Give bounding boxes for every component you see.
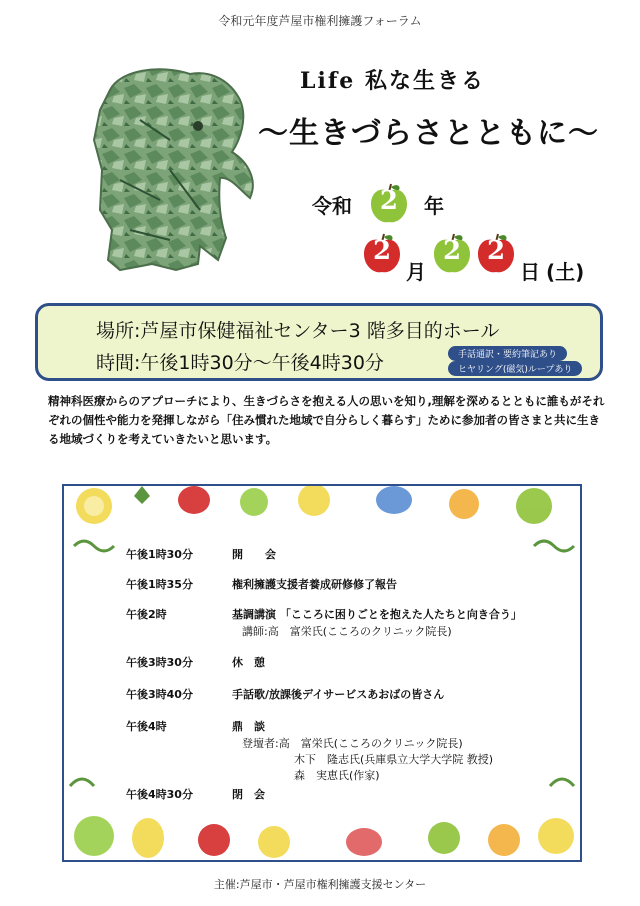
event-date [360, 232, 588, 285]
sign-language-badge: 手話通訳・要約筆記あり [448, 346, 567, 361]
green-apple-icon [430, 232, 474, 276]
day-digit-2: 2 [486, 236, 506, 266]
red-apple-icon [474, 232, 518, 276]
program-panelist: 森 実恵氏(作家) [294, 769, 380, 782]
era-year: 2 [379, 186, 399, 216]
program-title: 手話歌/放課後デイサービスあおばの皆さん [232, 688, 445, 701]
main-title: 〜生きづらさとともに〜 [258, 116, 599, 151]
month-digit: 2 [372, 236, 392, 266]
program-speaker: 講師:高 富栄氏(こころのクリニック院長) [242, 625, 452, 638]
event-description: 精神科医療からのアプローチにより、生きづらさを抱える人の思いを知り,理解を深めるとともに誰もがそれぞれの個性や能力を発揮しながら「住み慣れた地域で自分らしく暮らす」ために参加者の皆さまと共に生きる地域づくりを考えていきたいと思います。 [48, 394, 605, 446]
program-panelist: 登壇者:高 富栄氏(こころのクリニック院長) [242, 737, 463, 750]
program-title: 休 憩 [232, 656, 265, 669]
program-title: 閉 会 [232, 788, 265, 801]
organizer: 主催:芦屋市・芦屋市権利擁護支援センター [213, 878, 427, 891]
day-digit-1: 2 [442, 236, 462, 266]
program-time: 午後3時30分 [126, 656, 193, 669]
era-label: 令和 [312, 193, 352, 218]
venue-info-box [35, 303, 603, 381]
venue-place: 場所:芦屋市保健福祉センター3 階多目的ホール [96, 320, 500, 342]
program-title: 開 会 [232, 548, 276, 561]
weekday: (土) [546, 260, 585, 284]
program-title: 権利擁護支援者養成研修修了報告 [232, 578, 397, 591]
program-time: 午後4時 [126, 720, 167, 733]
day-suffix: 日 [520, 260, 540, 284]
program-panelist: 木下 隆志氏(兵庫県立大学大学院 教授) [294, 753, 494, 766]
program-time: 午後4時30分 [126, 788, 193, 801]
month-suffix: 月 [406, 260, 426, 284]
program-frame [62, 484, 582, 862]
hearing-loop-badge: ヒヤリング(磁気)ループあり [448, 361, 582, 376]
event-subtitle: 令和元年度芦屋市権利擁護フォーラム [218, 14, 422, 28]
fruit-border-decoration [64, 486, 580, 860]
program-time: 午後3時40分 [126, 688, 193, 701]
era-suffix: 年 [423, 193, 444, 218]
elephant-illustration [80, 60, 270, 300]
program-title: 鼎 談 [232, 720, 265, 733]
event-time: 時間:午後1時30分〜午後4時30分 [96, 352, 384, 374]
program-time: 午後2時 [126, 608, 167, 621]
program-time: 午後1時35分 [126, 578, 193, 591]
green-apple-icon [367, 182, 411, 226]
program-time: 午後1時30分 [126, 548, 193, 561]
red-apple-icon [360, 232, 404, 276]
life-title: Life 私な生きる [300, 68, 485, 94]
program-title: 基調講演 「こころに困りごとを抱えた人たちと向き合う」 [232, 608, 522, 621]
era-year-line [310, 182, 448, 226]
